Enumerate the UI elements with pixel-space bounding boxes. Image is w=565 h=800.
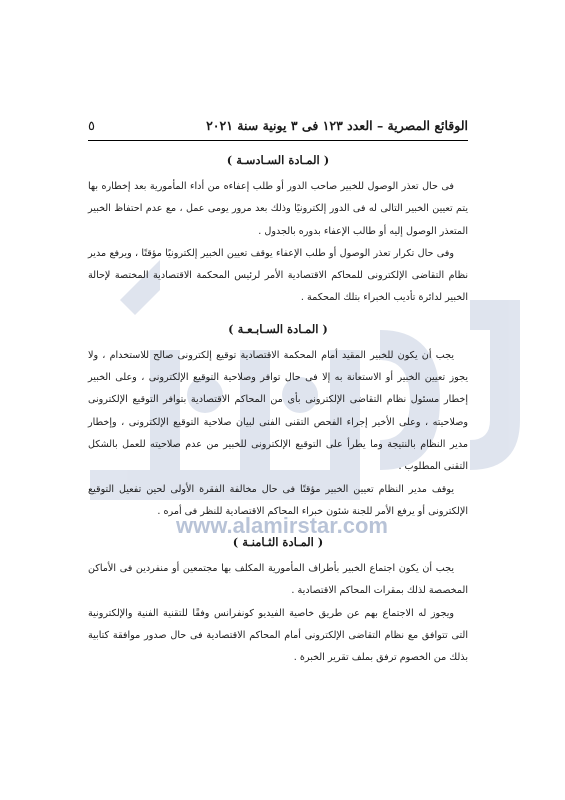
document-page <box>88 118 468 670</box>
gazette-title: الوقائع المصرية – العدد ١٢٣ فى ٣ يونية سنة ٢٠٢١ <box>206 118 468 133</box>
article-6-paragraph-1: فى حال تعذر الوصول للخبير صاحب الدور أو طلب إعفاءه من أداء المأمورية بعد إخطاره بها يتم تعيين الخبير التالى له فى الدور إلكترونيًا وذلك بعد مرور يومى عمل ، مع عدم احتفاظ الخبير المتعذر الوصول إليه أو طالب الإعفاء بدوره بالجدول . <box>88 181 468 237</box>
article-7-paragraph-1: يجب أن يكون للخبير المقيد أمام المحكمة الاقتصادية توقيع إلكترونى صالح للاستخدام ، ولا يجوز تعيين الخبير أو الاستعانة به إلا فى حال توافر وصلاحية التوقيع الإلكترونى ، وعلى الخبير إخطار مسئول نظام التقاضى الإلكترونى بأى من المحاكم الاقتصادية بتوافر التوقيع الإلكترونى وصلاحيته ، وعلى الأخير إجراء الفحص التقنى الفنى لبيان صلاحية التوقيع الإلكترونى ، وإخطار مدير النظام بالنتيجة وما يطرأ على التوقيع الإلكترونى للخبير من عدم صلاحيته للعمل بالشكل التقنى المطلوب . <box>88 349 468 473</box>
article-8-paragraph-1: يجب أن يكون اجتماع الخبير بأطراف المأمورية المكلف بها مجتمعين أو منفردين فى الأماكن المخصصة لذلك بمقرات المحاكم الاقتصادية . <box>88 563 468 597</box>
article-7-heading: ( المـادة السـابـعـة ) <box>228 321 328 336</box>
watermark-url: www.alamirstar.com <box>176 513 388 538</box>
page-header <box>88 118 468 138</box>
article-8-heading: ( المـادة الثـامنـة ) <box>232 535 324 550</box>
article-6-paragraph-2: وفى حال تكرار تعذر الوصول أو طلب الإعفاء يوقف تعيين الخبير إلكترونيًا مؤقتًا ، ويرفع مدير نظام التقاضى الإلكترونى للمحاكم الاقتصادية الأمر لرئيس المحكمة الاقتصادية المختصة لإحالة الخبير لدائرة تأديب الخبراء بتلك المحكمة . <box>88 247 468 304</box>
article-7-paragraph-2: يوقف مدير النظام تعيين الخبير مؤقتًا فى حال مخالفة الفقرة الأولى لحين تفعيل التوقيع الإلكترونى أو يرفع الأمر للجنة شئون خبراء المحاكم الاقتصادية للنظر فى أمره . <box>88 483 468 517</box>
page-number: ٥ <box>88 119 95 134</box>
header-rule <box>88 140 468 141</box>
article-6-heading: ( المـادة السـادسـة ) <box>226 153 330 167</box>
article-8-paragraph-2: ويجوز له الاجتماع بهم عن طريق خاصية الفيديو كونفرانس وفقًا للتقنية الفنية والإلكترونية التى تتوافق مع نظام التقاضى الإلكترونى أمام المحاكم الاقتصادية فى حال صدور موافقة كتابية بذلك من الخصوم ترفق بملف تقرير الخبرة . <box>88 607 468 664</box>
